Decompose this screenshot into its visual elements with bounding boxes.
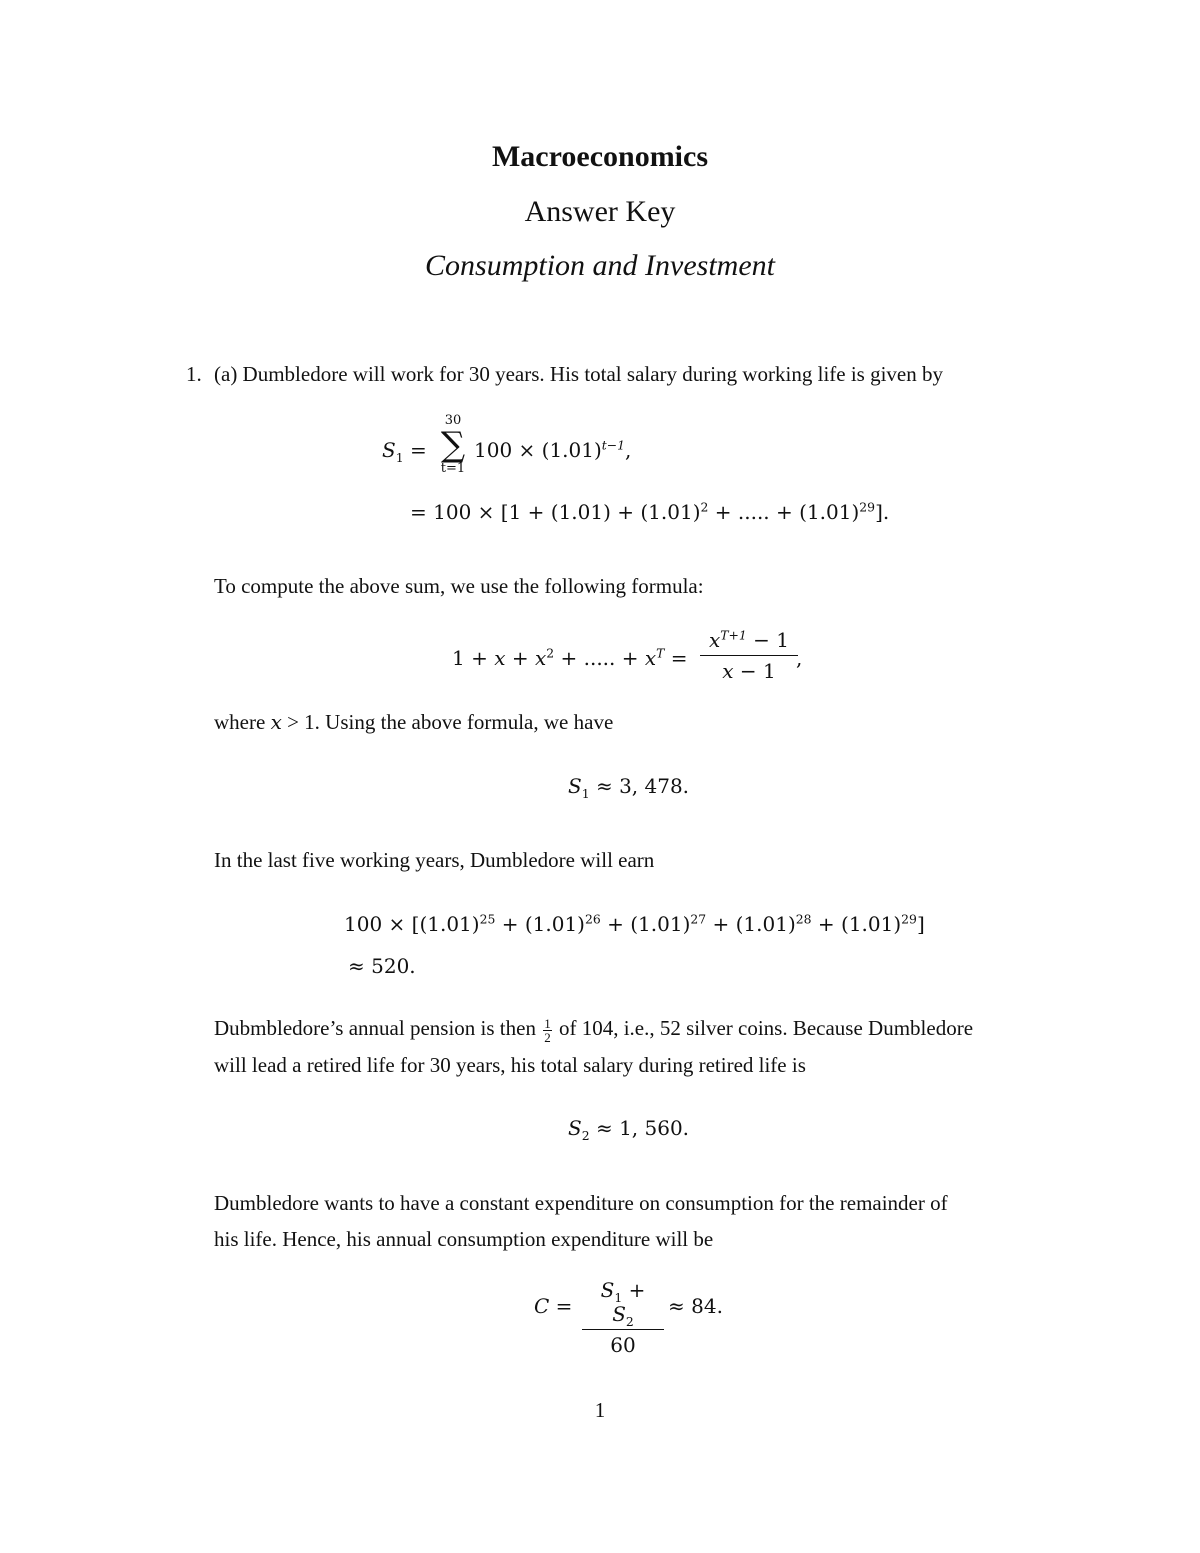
consumption-line2: his life. Hence, his annual consumption expenditure will be <box>214 1227 714 1251</box>
eq6-numerator: $S_1 + S_2$ <box>582 1278 664 1330</box>
sum-upper-limit: 30 <box>444 413 462 428</box>
eq4-line1: $100 \times [(1.01)^{25} + (1.01)^{26} + (1.01)^{27} + (1.01)^{28} + (1.01)^{29}]$ <box>344 911 925 936</box>
eq2-numerator: $x^{T+1} - 1$ <box>700 628 798 656</box>
formula-intro: To compute the above sum, we use the following formula: <box>214 574 704 598</box>
sum-lower-limit: t=1 <box>440 461 466 476</box>
consumption-line1: Dumbledore wants to have a constant expenditure on consumption for the remainder of <box>214 1191 948 1215</box>
eq1-summation <box>436 414 470 476</box>
last-five-intro: In the last five working years, Dumbledore will earn <box>214 848 655 872</box>
eq6-fraction <box>582 1278 664 1357</box>
where-line: where x > 1. Using the above formula, we have <box>214 710 614 734</box>
eq2-comma: , <box>796 646 803 670</box>
eq6-denominator: 60 <box>610 1333 636 1357</box>
eq1-line2: = $100 \times [1 + (1.01) + (1.01)^2$ + ..... + $(1.01)^{29}$]. <box>410 499 890 524</box>
document-subtitle: Answer Key <box>524 195 676 228</box>
eq1-lhs: $S_1$ = <box>382 438 427 465</box>
part-a-intro: (a) Dumbledore will work for 30 years. His total salary during working life is given by <box>214 362 944 386</box>
half-fraction: $\frac{1}{2}$ <box>544 1015 551 1045</box>
eq3: $S_1 \approx 3$, 478. <box>568 774 690 801</box>
eq4-line2: ≈ 520. <box>348 954 416 978</box>
eq2-denominator: x − 1 <box>722 659 776 683</box>
eq2-fraction <box>700 628 798 683</box>
eq1-term: $100 \times (1.01)^{t-1}$, <box>474 437 632 462</box>
sigma-symbol: ∑ <box>440 425 466 465</box>
page-number: 1 <box>594 1398 606 1422</box>
eq6-lhs: C = <box>534 1294 573 1318</box>
eq6-rhs: ≈ 84. <box>668 1294 723 1318</box>
eq5: $S_2 \approx 1$, 560. <box>568 1116 690 1143</box>
document-title: Macroeconomics <box>491 140 709 173</box>
question-number: 1. <box>186 362 202 386</box>
pension-line1: Dubmbledore’s annual pension is then $\frac{1}{2}$ of 104, i.e., 52 silver coins. Because Dumbledore <box>214 1015 974 1045</box>
eq2-lhs: $1 + x + x^2$ + ..... + $x^T$ = <box>452 645 688 670</box>
pension-line2: will lead a retired life for 30 years, his total salary during retired life is <box>214 1053 806 1077</box>
document-topic: Consumption and Investment <box>425 249 775 282</box>
